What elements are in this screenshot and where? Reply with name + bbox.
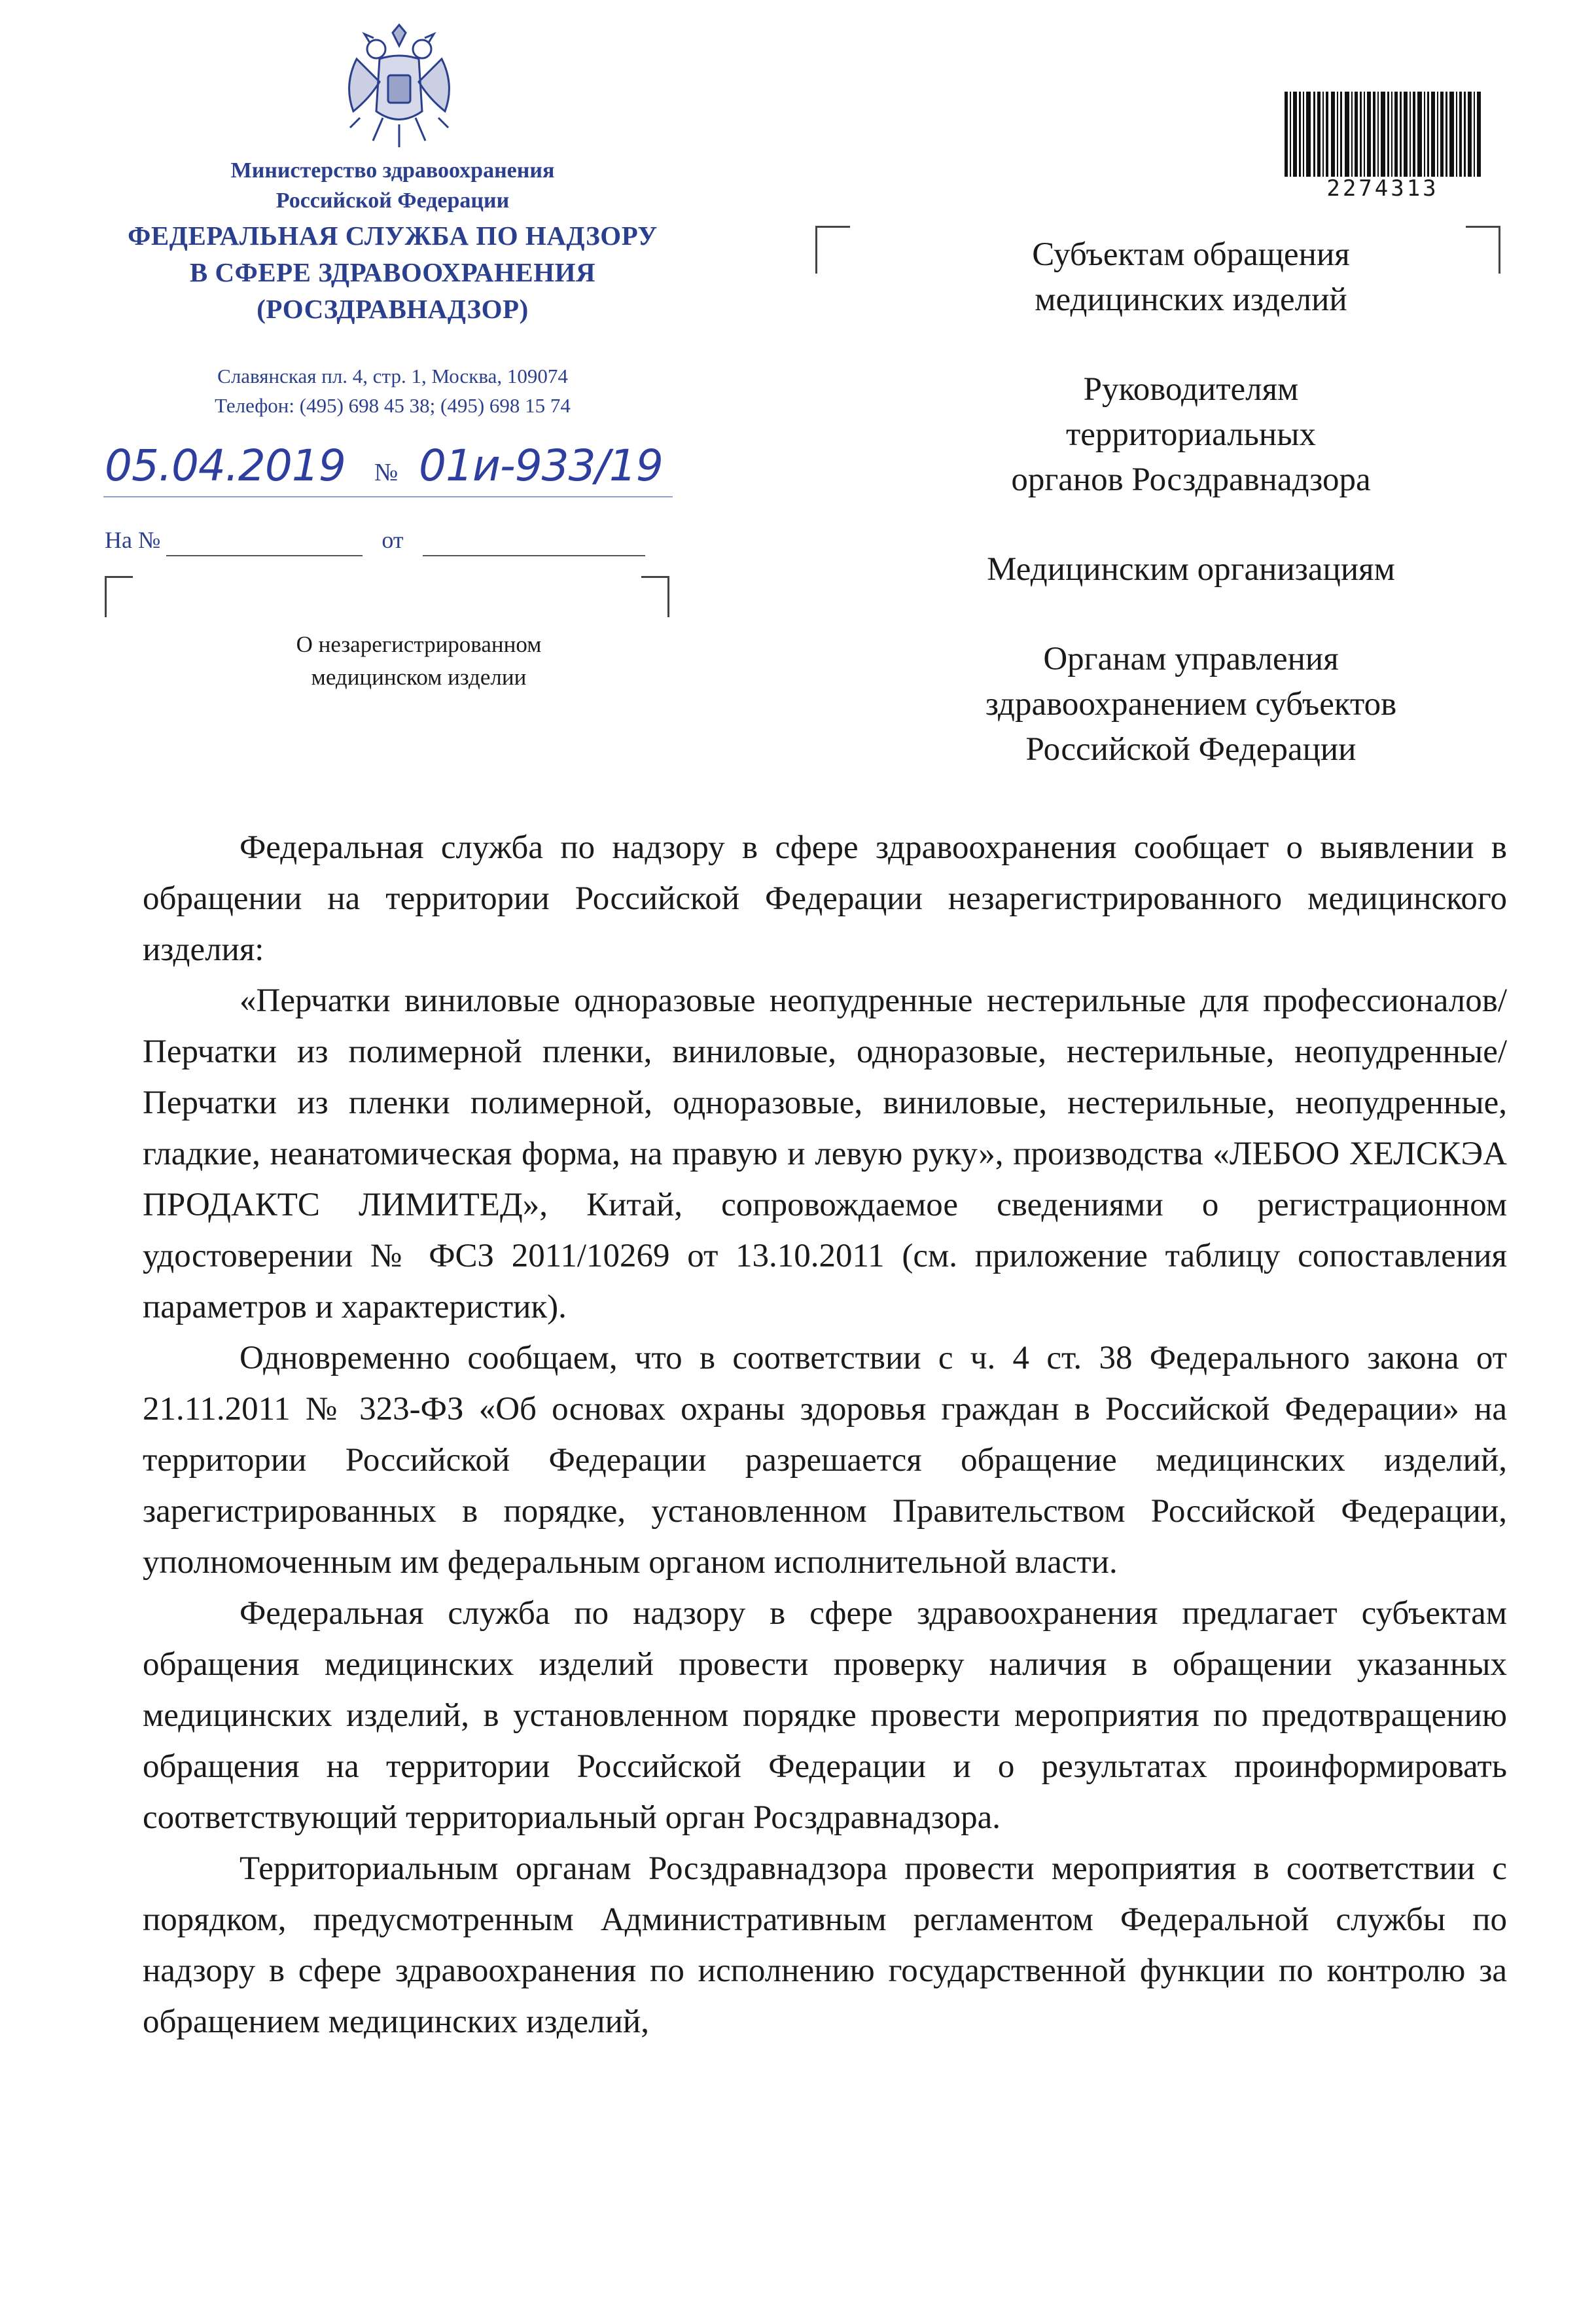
- recipient-corner-left: [815, 226, 850, 274]
- body-paragraph: «Перчатки виниловые одноразовые неопудренные нестерильные для профессионалов/ Перчатки из полимерной пленки, виниловые, одноразовые, нестерильные, неопудренные/ Перчатки из пленки полимерной, одноразовые, виниловые, нестерильные, неопудренные, гладкие, неанатомическая форма, на правую и левую руку», производства «ЛЕБОО ХЕЛСКЭА ПРОДАКТС ЛИМИТЕД», Китай, сопровождаемое сведениями о регистрационном удостоверении № ФСЗ 2011/10269 от 13.10.2011 (см. приложение таблицу сопоставления параметров и характеристик).: [143, 982, 1507, 1325]
- service-name: [79, 217, 707, 327]
- ministry-line: Российской Федерации: [275, 189, 510, 213]
- recipient-line: медицинских изделий: [1035, 281, 1347, 318]
- ministry-line: Министерство здравоохранения: [230, 158, 555, 183]
- recipient-line: Российской Федерации: [1025, 731, 1357, 768]
- barcode: [1285, 92, 1481, 177]
- recipient-group: [896, 232, 1485, 323]
- recipient-line: органов Росздравнадзора: [1011, 461, 1371, 498]
- address-line: Славянская пл. 4, стр. 1, Москва, 109074: [217, 365, 568, 387]
- registration-underline: [103, 496, 673, 497]
- registration-date: 05.04.2019: [105, 440, 346, 491]
- recipient-group: [896, 367, 1485, 503]
- subject-corner-right: [641, 576, 669, 617]
- reply-number-blank: [166, 535, 363, 556]
- recipients-block: [896, 232, 1485, 817]
- body-paragraph: Федеральная служба по надзору в сфере здравоохранения предлагает субъектам обращения медицинских изделий провести проверку наличия в обращении указанных медицинских изделий, в установленном порядке провести мероприятия по предотвращению обращения на территории Российской Федерации и о результатах проинформировать соответствующий территориальный орган Росздравнадзора.: [143, 1595, 1507, 1836]
- recipient-line: Органам управления: [1043, 641, 1339, 677]
- address-line: Телефон: (495) 698 45 38; (495) 698 15 74: [215, 394, 571, 417]
- registration-number-label: №: [374, 459, 399, 486]
- double-headed-eagle-icon: [330, 20, 468, 151]
- ministry-name: [98, 156, 687, 216]
- subject-line: О незарегистрированном: [296, 632, 542, 657]
- reply-date-blank: [423, 535, 645, 556]
- service-line: (РОСЗДРАВНАДЗОР): [257, 294, 529, 324]
- subject-corner-left: [105, 576, 133, 617]
- body-paragraph: Федеральная служба по надзору в сфере здравоохранения сообщает о выявлении в обращении на территории Российской Федерации незарегистрированного медицинского изделия:: [143, 829, 1507, 968]
- recipient-line: территориальных: [1066, 416, 1316, 453]
- recipient-line: Медицинским организациям: [987, 551, 1395, 588]
- letter-body: [143, 822, 1507, 2047]
- in-reply-line: [105, 524, 694, 556]
- subject-line: медицинском изделии: [311, 664, 527, 690]
- reply-from-label: от: [381, 527, 404, 553]
- service-line: ФЕДЕРАЛЬНАЯ СЛУЖБА ПО НАДЗОРУ: [128, 221, 658, 251]
- service-line: В СФЕРЕ ЗДРАВООХРАНЕНИЯ: [189, 257, 596, 287]
- registration-number: 01и-933/19: [419, 440, 663, 491]
- address-block: [98, 361, 687, 420]
- body-paragraph: Одновременно сообщаем, что в соответствии с ч. 4 ст. 38 Федерального закона от 21.11.2011 № 323-ФЗ «Об основах охраны здоровья граждан в Российской Федерации» на территории Российской Федерации разрешается обращение медицинских изделий, зарегистрированных в порядке, установленном Правительством Российской Федерации, уполномоченным им федеральным органом исполнительной власти.: [143, 1340, 1507, 1581]
- letter-subject: [196, 628, 641, 694]
- body-paragraph: Территориальным органам Росздравнадзора провести мероприятия в соответствии с порядком, предусмотренным Административным регламентом Федеральной службы по надзору в сфере здравоохранения по исполнению государственной функции по контролю за обращением медицинских изделий,: [143, 1850, 1507, 2040]
- recipient-line: Руководителям: [1083, 371, 1299, 408]
- reply-number-label: На №: [105, 527, 161, 553]
- recipient-group: [896, 547, 1485, 592]
- barcode-number: 2274313: [1326, 175, 1439, 202]
- recipient-group: [896, 637, 1485, 772]
- recipient-line: Субъектам обращения: [1032, 236, 1350, 273]
- recipient-line: здравоохранением субъектов: [985, 686, 1397, 723]
